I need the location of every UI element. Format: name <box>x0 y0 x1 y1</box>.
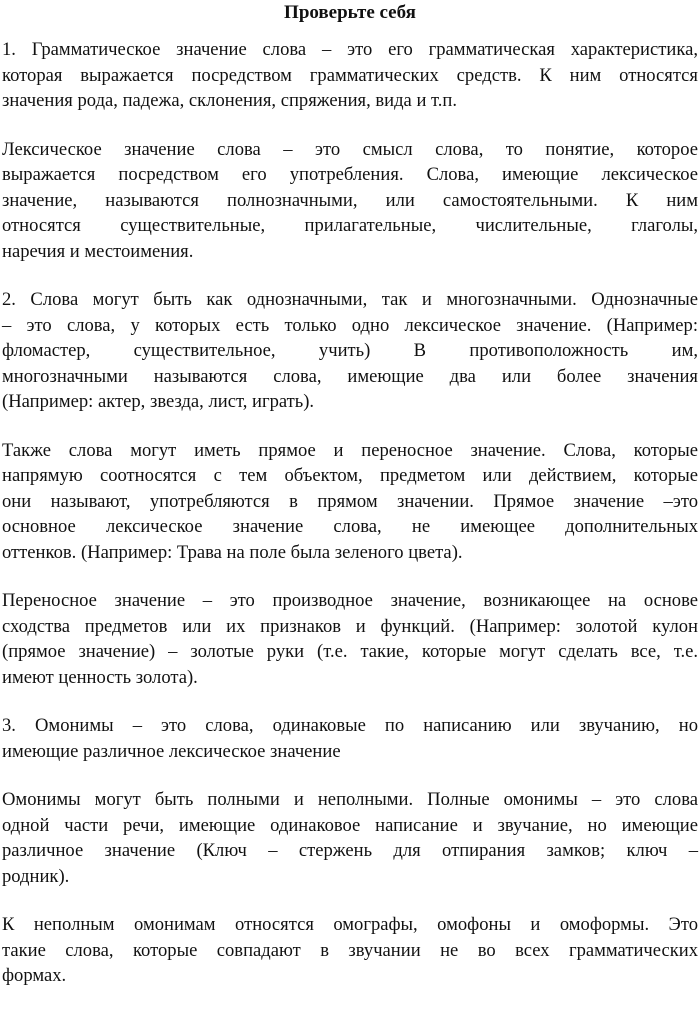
text-line: формах. <box>2 965 67 986</box>
paragraph <box>2 137 698 265</box>
text-line: (прямое значение) – золотые руки (т.е. такие, которые могут сделать все, т.е. <box>2 641 698 662</box>
text-line: они называют, употребляются в прямом значении. Прямое значение –это <box>2 490 698 512</box>
text-line: основное лексическое значение слова, не имеющее дополнительных <box>2 516 698 537</box>
text-line: Переносное значение – это производное значение, возникающее на основе <box>2 590 698 611</box>
text-line: наречия и местоимения. <box>2 240 194 262</box>
text-line: Лексическое значение слова – это смысл слова, то понятие, которое <box>2 138 698 160</box>
page-title: Проверьте себя <box>284 2 416 23</box>
text-line: Омонимы могут быть полными и неполными. Полные омонимы – это слова <box>2 789 698 810</box>
paragraph <box>2 438 698 566</box>
document-body <box>2 37 698 1012</box>
text-line: различное значение (Ключ – стержень для отпирания замков; ключ – <box>2 840 698 861</box>
text-line: (Например: актер, звезда, лист, играть). <box>2 391 315 412</box>
text-line: – это слова, у которых есть только одно лексическое значение. (Например: <box>2 314 698 336</box>
text-line: значения рода, падежа, склонения, спряжения, вида и т.п. <box>2 90 458 111</box>
paragraph <box>2 713 698 764</box>
text-line: имеющие различное лексическое значение <box>2 740 341 762</box>
paragraph <box>2 37 698 114</box>
text-line: 2. Слова могут быть как однозначными, так и многозначными. Однозначные <box>2 289 698 310</box>
text-line: фломастер, существительное, учить) В противоположность им, <box>2 340 698 361</box>
text-line: 1. Грамматическое значение слова – это его грамматическая характеристика, <box>2 39 698 60</box>
text-line: такие слова, которые совпадают в звучании не во всех грамматических <box>2 939 698 961</box>
text-line: многозначными называются слова, имеющие два или более значения <box>2 365 698 387</box>
text-line: имеют ценность золота). <box>2 666 198 688</box>
paragraph <box>2 588 698 690</box>
text-line: которая выражается посредством грамматических средств. К ним относятся <box>2 64 698 86</box>
text-line: родник). <box>2 865 70 887</box>
text-line: 3. Омонимы – это слова, одинаковые по написанию или звучанию, но <box>2 715 698 736</box>
text-line: оттенков. (Например: Трава на поле была зеленого цвета). <box>2 541 463 563</box>
text-line: сходства предметов или их признаков и функций. (Например: золотой кулон <box>2 615 698 637</box>
text-line: выражается посредством его употребления. Слова, имеющие лексическое <box>2 164 698 185</box>
text-line: напрямую соотносятся с тем объектом, предметом или действием, которые <box>2 465 698 486</box>
paragraph <box>2 787 698 889</box>
text-line: одной части речи, имеющие одинаковое написание и звучание, но имеющие <box>2 814 698 836</box>
paragraph <box>2 287 698 415</box>
text-line: значение, называются полнозначными, или самостоятельными. К ним <box>2 189 698 211</box>
text-line: Также слова могут иметь прямое и переносное значение. Слова, которые <box>2 439 698 461</box>
text-line: К неполным омонимам относятся омографы, омофоны и омоформы. Это <box>2 914 698 935</box>
paragraph <box>2 912 698 989</box>
text-line: относятся существительные, прилагательные, числительные, глаголы, <box>2 215 698 236</box>
